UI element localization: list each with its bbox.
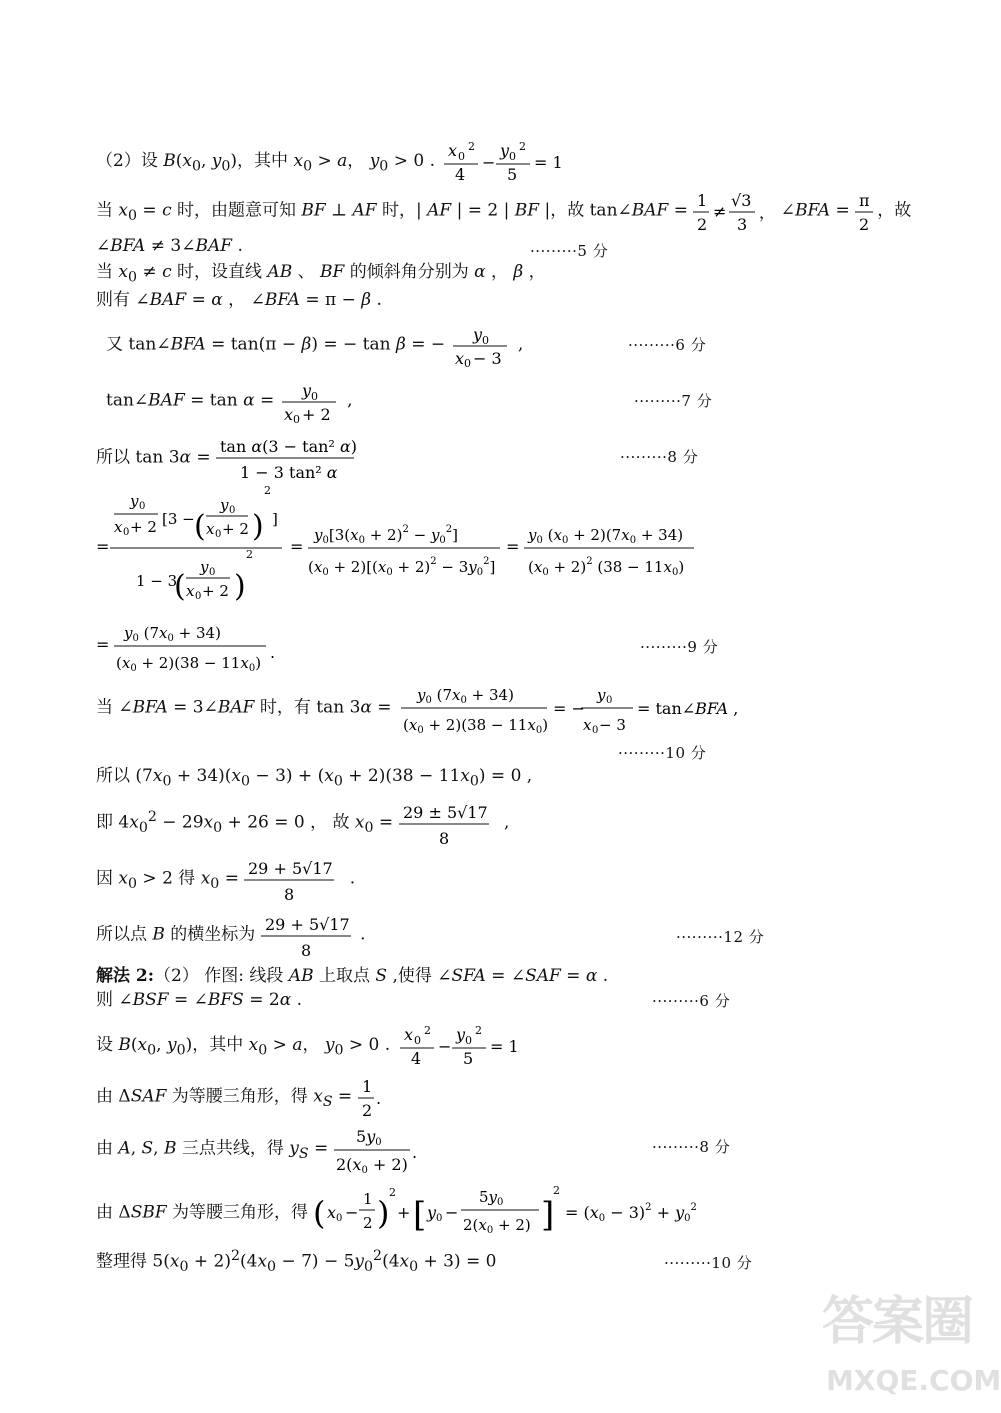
svg-text:0: 0 [215,529,222,540]
svg-text:4: 4 [410,1049,421,1068]
svg-text:y0[3(x0 + 2)2 − y02]: $y_0[3(x_0 + 2)^2 - y_0^2]$ [314,524,459,546]
svg-text:0: 0 [463,357,471,370]
answer-fraction [261,910,355,960]
score-10: ·········10 分 [618,744,707,762]
case1-line: 当 $x_0 = c$ 时，由题意可知 BF ⊥ AF 时，| AF | = 2 | BF |，故 tan∠BAF = 1 2 ≠ √3 3 ， ∠BFA = π 2 ，故 [96,188,911,234]
svg-text:2: 2 [553,1184,561,1197]
case2b-line: 则有 ∠BAF = α ， ∠BFA = π − β . [96,290,382,310]
since-line: 因 $x_0 > 2$ 得 $x_0$ = 29 + 5√17 8 . [96,854,355,904]
fraction-pi-half [855,188,877,234]
svg-text:(: ( [174,569,186,604]
svg-text:= tan∠BFA ,: = tan∠BFA , [636,699,739,718]
fraction-half-xs [358,1074,388,1120]
svg-text:0: 0 [123,527,130,538]
simplified-line [96,618,296,678]
svg-text:): ) [234,569,246,604]
svg-text:.: . [411,1143,417,1162]
hyperbola-equation [440,138,564,184]
svg-text:= (x0 − 3)2 + y02: = $(x0 - 3)^2 + y0^2$ [565,1202,698,1224]
svg-text:(: ( [194,509,206,544]
svg-text:1: 1 [361,1077,372,1096]
svg-text:y0 (x0 + 2)(7x0 + 34): $y_0$ $(x_0 + 2)(7x_0 + 34)$ [528,526,684,546]
svg-text:2: 2 [389,1186,397,1199]
svg-text:2: 2 [697,215,708,234]
svg-text:x: x [403,1025,413,1044]
tan3a-formula [216,434,356,482]
m2-ys-line: 由 A, S, B 三点共线，得 $y_S$ = 5y0 2(x0 + 2) . [96,1124,424,1174]
svg-text:= −: = − [552,699,585,718]
svg-text:8: 8 [438,829,449,848]
tan-bfa-line: 又 tan∠BFA = tan(π − β) = − tan β = − y 0 x 0 − 3 , [106,322,523,368]
score-8: ·········8 分 [620,448,699,466]
svg-text:0: 0 [209,567,216,578]
svg-text:2(x0 + 2): $2(x_0 + 2)$ [463,1216,532,1236]
score-10b: ·········10 分 [664,1254,753,1272]
svg-text:]: ] [541,1195,555,1235]
svg-text:−: − [445,1203,459,1222]
tan-baf-line: tan∠BAF = tan α = y 0 x 0 + 2 , [106,378,352,424]
svg-text:1: 1 [363,1190,373,1208]
svg-text:2: 2 [468,140,476,153]
svg-text:): ) [252,509,264,544]
score-7: ·········7 分 [634,392,713,410]
simplified-fraction [96,618,296,674]
quadratic-line: 即 $4x_0^2 - 29x_0 + 26 = 0$ ， 故 $x_0$ = 29 ± 5√17 8 , [96,798,509,848]
svg-text:2: 2 [264,484,271,497]
svg-text:+: + [397,1203,411,1222]
svg-text:y: y [455,1025,465,1044]
m2-xs-line: 由 ΔSAF 为等腰三角形，得 $x_S$ = 1 2 . [96,1074,388,1120]
method2-title: 解法 2:（2） 作图: 线段 AB 上取点 S ,使得 ∠SFA = ∠SAF = α . [96,966,609,986]
svg-text:(x0 + 2)(38 − 11x0): $(x_0 + 2)(38 - 11x_0)$ [116,654,262,674]
score-5: ·········5 分 [530,242,609,260]
watermark-logo [816,1273,1001,1403]
fraction-ys [334,1124,424,1174]
svg-text:y: y [130,492,139,510]
svg-text:0: 0 [464,1034,472,1047]
svg-text:5: 5 [462,1049,473,1068]
svg-text:−: − [345,1203,359,1222]
svg-text:5: 5 [507,165,518,184]
svg-text:y: y [200,558,209,576]
svg-text:√3: √3 [731,191,752,210]
svg-text:=: = [506,537,520,556]
svg-text:x: x [206,520,215,538]
svg-text:5y0: 5y0 [355,1127,382,1148]
equation-chain [96,484,716,614]
svg-text:0: 0 [336,1213,343,1224]
svg-text:≠: ≠ [713,202,727,221]
svg-text:[3 −: [3 − [162,510,195,528]
svg-text:0: 0 [591,725,599,736]
big-equation [96,484,716,618]
svg-text:0: 0 [436,1213,443,1224]
svg-text:]: ] [272,510,278,528]
svg-text:+ 2: + 2 [222,520,249,538]
svg-text:x: x [327,1203,337,1222]
svg-text:29 + 5√17: 29 + 5√17 [264,915,350,934]
svg-text:−: − [437,1037,451,1056]
svg-text:+ 2: + 2 [202,582,229,600]
method2-b: 则 ∠BSF = ∠BFS = 2α . [96,990,302,1010]
svg-text:2: 2 [361,1101,372,1120]
svg-text:[: [ [413,1195,427,1235]
svg-text:.: . [375,1089,381,1108]
svg-text:0: 0 [139,501,146,512]
m2-final-line: 整理得 $5(x_0 + 2)^2(4x_0 - 7) - 5y_0^2(4x_0 + 3) = 0$ [96,1248,497,1276]
svg-text:3: 3 [737,215,748,234]
svg-text:5y0: $5y_0$ [479,1188,504,1208]
condition-line: 当 ∠BFA = 3∠BAF 时，有 tan 3α = $y_0$ $(7x_0 + 34)$ $(x_0 + 2)(38 - 11x_0)$ = − y 0 x 0 − 3 = tan∠BFA , [96,680,757,736]
svg-text:2: 2 [363,1214,373,1232]
condition-equation [397,680,757,736]
svg-text:29 ± 5√17: 29 ± 5√17 [402,803,488,822]
svg-text:(x0 + 2)2 (38 − 11x0): $(x_0 + 2)^2$ $(38 - 11x_0)$ [528,556,685,578]
m2-setup-line: 设 $B(x_0$, $y_0$)，其中 $x_0 > a$， $y_0 > 0$ . x 0 2 4 − y 0 2 5 = 1 [96,1024,519,1068]
svg-text:0: 0 [229,505,236,516]
svg-text:1: 1 [697,191,708,210]
svg-text:，: ， [759,203,776,222]
svg-text:y: y [500,141,510,160]
svg-text:y: y [220,496,229,514]
svg-text:2: 2 [474,1024,482,1037]
svg-text:x: x [448,141,458,160]
svg-text:0: 0 [481,334,489,347]
tan3a-line: 所以 tan 3α = tan α(3 − tan² α) 1 − 3 tan² α [96,434,356,482]
svg-text:+ 2: + 2 [130,518,157,536]
svg-text:x: x [283,405,293,424]
watermark-bottom: MXQE.COM [826,1364,1001,1397]
case2-line: 当 $x_0 \ne c$ 时，设直线 AB 、 BF 的倾斜角分别为 α ， β ， [96,262,546,286]
svg-text:(x0 + 2)(38 − 11x0): $(x_0 + 2)(38 - 11x_0)$ [402,716,548,736]
svg-text:y: y [301,381,311,400]
svg-text:1 − 3: 1 − 3 [136,572,178,590]
svg-text:=: = [96,537,110,556]
score-9: ·········9 分 [640,638,719,656]
svg-text:−: − [482,153,496,172]
svg-text:y: y [427,1203,437,1222]
svg-text:0: 0 [195,591,202,602]
svg-text:π: π [859,191,870,210]
hyperbola-equation-2 [396,1022,519,1068]
svg-text:2: 2 [246,548,253,561]
svg-text:.: . [270,643,276,662]
svg-text:0: 0 [310,390,318,403]
setup-line: （2）设 $B(x_0$, $y_0$)，其中 $x_0 > a$， $y_0 > 0$ . x 0 2 4 − y 0 2 5 = 1 [96,140,564,184]
svg-text:x: x [454,349,464,368]
svg-text:= 1: = 1 [534,153,564,172]
roots-fraction [399,798,499,848]
m2-sbf-line: 由 ΔSBF 为等腰三角形，得 ( x 0 − 1 2 ) 2 + [ y 0 − $5y_0$ $2(x_0 + 2)$ ] 2 = $(x0 - 3)^2 + y0^2$ [96,1184,713,1242]
svg-text:− 3: − 3 [472,349,502,368]
svg-text:x: x [582,716,592,734]
svg-text:4: 4 [455,165,466,184]
svg-text:2(x0 + 2): 2(x0 + 2) [335,1155,408,1176]
fraction-half-neq-sqrt3 [693,188,775,234]
svg-text:= 1: = 1 [489,1037,519,1056]
case1-end: ∠BFA ≠ 3∠BAF . [96,236,243,256]
so-line: 所以 $(7x_0 + 34)(x_0 - 3) + (x_0 + 2)(38 - 11x_0) = 0$ , [96,766,533,790]
answer-line: 所以点 B 的横坐标为 29 + 5√17 8 . [96,910,366,960]
svg-text:8: 8 [300,941,311,960]
fraction-y0-x0-3 [451,322,513,368]
svg-text:(x0 + 2)[(x0 + 2)2 − 3y02]: $(x_0 + 2)[(x_0 + 2)^2 - 3y_0^2]$ [308,556,496,578]
score-6b: ·········6 分 [652,992,731,1010]
svg-text:+ 2: + 2 [301,405,331,424]
svg-text:(: ( [313,1194,326,1232]
svg-text:=: = [96,635,110,654]
watermark-top: 答案圈 [822,1292,973,1352]
svg-text:0: 0 [413,1034,421,1047]
svg-text:0: 0 [458,150,466,163]
score-8b: ·········8 分 [652,1138,731,1156]
svg-text:0: 0 [605,695,613,706]
svg-text:1 − 3 tan² α: 1 − 3 tan² α [240,463,338,482]
svg-text:y0 (7x0 + 34): $y_0$ $(7x_0 + 34)$ [124,624,221,644]
fraction-y0-x0-plus2 [280,378,342,424]
sbf-equation [313,1184,713,1242]
svg-text:0: 0 [509,150,517,163]
svg-text:8: 8 [284,885,295,904]
score-6: ·········6 分 [628,336,707,354]
svg-text:): ) [377,1194,390,1232]
svg-text:x: x [186,582,195,600]
root-fraction [244,854,344,904]
svg-text:x: x [114,518,123,536]
svg-text:0: 0 [292,413,300,426]
svg-text:2: 2 [859,215,870,234]
svg-text:y: y [472,325,482,344]
svg-text:2: 2 [519,140,527,153]
svg-text:y0 (7x0 + 34): $y_0$ $(7x_0 + 34)$ [416,686,514,706]
svg-text:=: = [290,537,304,556]
svg-text:29 + 5√17: 29 + 5√17 [248,859,334,878]
svg-text:y: y [596,686,606,704]
svg-text:tan α(3 − tan² α): tan α(3 − tan² α) [220,437,358,456]
svg-text:− 3: − 3 [598,716,626,734]
svg-text:2: 2 [423,1024,431,1037]
score-12: ·········12 分 [676,928,765,946]
